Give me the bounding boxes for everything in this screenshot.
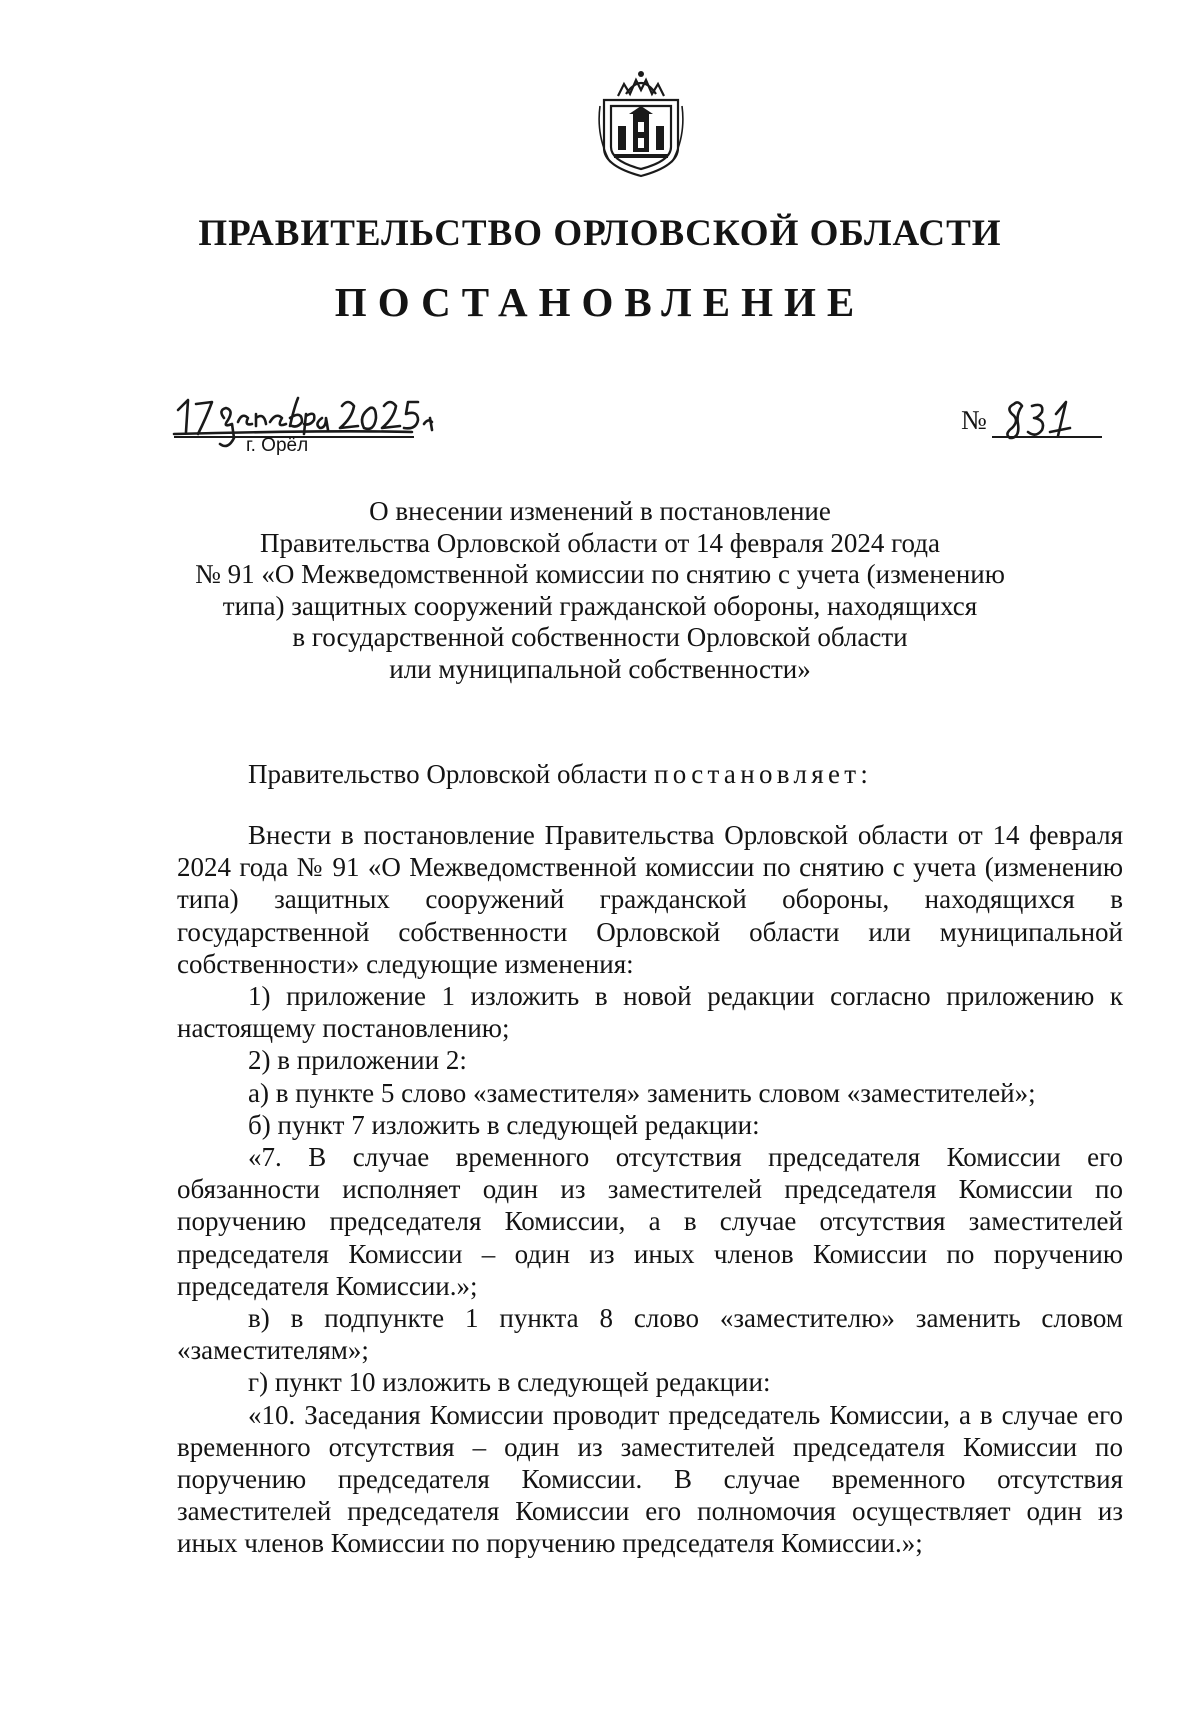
document-type-heading: ПОСТАНОВЛЕНИЕ: [334, 279, 866, 325]
number-underline: [992, 436, 1102, 438]
title-line: О внесении изменений в постановление: [369, 496, 831, 526]
body-paragraph: 1) приложение 1 изложить в новой редакции согласно приложению к настоящему постановлению;: [177, 981, 1123, 1044]
number-sign: №: [961, 405, 987, 435]
city-label: г. Орёл: [246, 435, 309, 456]
document-body: [177, 819, 1123, 1560]
body-paragraph: «7. В случае временного отсутствия председателя Комиссии его обязанности исполняет один из заместителей председателя Комиссии по поручению председателя Комиссии, а в случае отсутствия заместителей председателя Комиссии – один из иных членов Комиссии по поручению председателя Комиссии.»;: [177, 1142, 1123, 1301]
decree-statement: [248, 758, 872, 790]
decree-subject: Правительство Орловской области: [248, 759, 648, 789]
document-title: [150, 496, 1050, 685]
body-paragraph: Внести в постановление Правительства Орловской области от 14 февраля 2024 года № 91 «О Межведомственной комиссии по снятию с учета (изменению типа) защитных сооружений гражданской обороны, находящихся в государственной собственности Орловской области или муниципальной собственности» следующие изменения:: [177, 820, 1123, 979]
body-paragraph: а) в пункте 5 слово «заместителя» заменить словом «заместителей»;: [248, 1077, 1036, 1108]
title-line: или муниципальной собственности»: [389, 653, 811, 684]
title-line: типа) защитных сооружений гражданской обороны, находящихся: [222, 590, 978, 621]
body-paragraph: 2) в приложении 2:: [248, 1045, 467, 1076]
body-paragraph: «10. Заседания Комиссии проводит председатель Комиссии, а в случае его временного отсутствия – один из заместителей председателя Комиссии по поручению председателя Комиссии. В случае временного отсутствия заместителей председателя Комиссии его полномочия осуществляет один из иных членов Комиссии по поручению председателя Комиссии.»;: [177, 1399, 1123, 1559]
body-paragraph: б) пункт 7 изложить в следующей редакции:: [248, 1109, 760, 1140]
handwritten-date: [172, 388, 504, 448]
handwritten-number: [1000, 394, 1090, 442]
coat-of-arms-icon: [596, 66, 686, 180]
body-paragraph: в) в подпункте 1 пункта 8 слово «заместителю» заменить словом «заместителям»;: [177, 1303, 1123, 1366]
title-line: в государственной собственности Орловской области: [292, 622, 908, 652]
body-paragraph: г) пункт 10 изложить в следующей редакции:: [248, 1367, 771, 1398]
organization-name: ПРАВИТЕЛЬСТВО ОРЛОВСКОЙ ОБЛАСТИ: [198, 213, 1002, 254]
title-line: № 91 «О Межведомственной комиссии по снятию с учета (изменению: [195, 559, 1005, 589]
decree-verb: постановляет:: [654, 759, 873, 789]
title-line: Правительства Орловской области от 14 февраля 2024 года: [260, 527, 940, 558]
